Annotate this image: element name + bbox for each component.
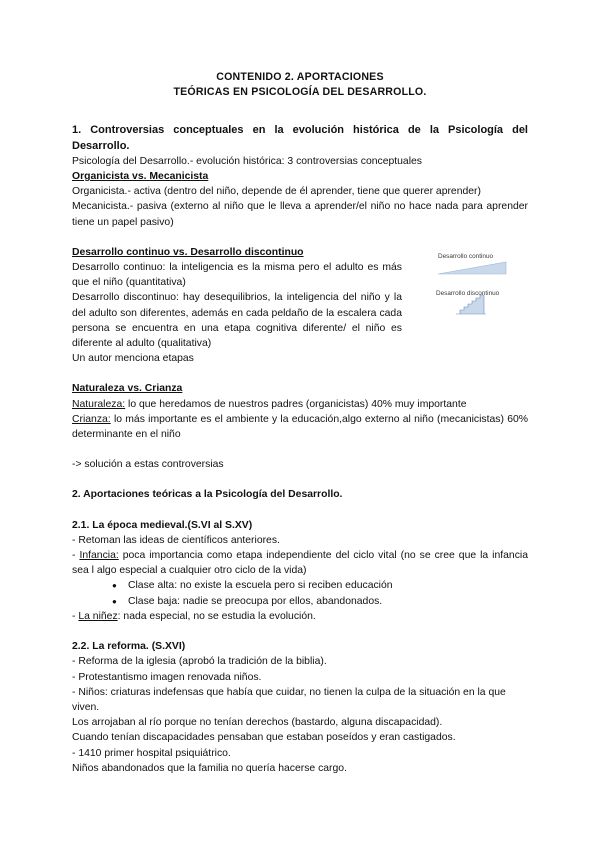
- ninez-text: : nada especial, no se estudia la evolución.: [117, 610, 316, 622]
- dash: -: [72, 610, 79, 622]
- sub2-line: - Protestantismo imagen renovada niños.: [72, 671, 262, 683]
- section1-intro: Psicología del Desarrollo.- evolución histórica: 3 controversias conceptuales: [72, 155, 422, 167]
- infancia-label: Infancia:: [79, 550, 119, 562]
- crianza-label: Crianza:: [72, 413, 111, 425]
- figure-label-discontinuo: Desarrollo discontinuo: [436, 290, 500, 297]
- discontinuo-steps: [460, 295, 484, 314]
- sub2-heading: 2.2. La reforma. (S.XVI): [72, 641, 186, 653]
- crianza-line: [72, 412, 528, 442]
- naturaleza-label: Naturaleza:: [72, 398, 126, 410]
- sub2-line: Los arrojaban al río porque no tenían derechos (bastardo, alguna discapacidad).: [72, 717, 443, 729]
- naturaleza-text: lo que heredamos de nuestros padres (organicistas) 40% muy importante: [125, 398, 467, 410]
- development-figure: [434, 246, 526, 340]
- document-page: [72, 70, 528, 776]
- naturaleza-heading: Naturaleza vs. Crianza: [72, 383, 183, 395]
- discontinuo-line: Desarrollo discontinuo: hay desequilibrios, la inteligencia del niño y la del adulto son diferentes, además en cada peldaño de la escalera cada persona se encuentra en una etapa cognitiva diferente/ el niño es diferente al adulto (qualitativa): [72, 292, 402, 350]
- dash: -: [72, 550, 80, 562]
- crianza-text: lo más importante es el ambiente y la educación,algo externo al niño (mecanicistas) 60% determinante en el niño: [72, 413, 528, 441]
- sub1-ninez-line: [72, 609, 528, 624]
- sub2-line: - 1410 primer hospital psiquiátrico.: [72, 747, 231, 759]
- naturaleza-line: [72, 397, 528, 412]
- section2-heading: 2. Aportaciones teóricas a la Psicología del Desarrollo.: [72, 489, 343, 501]
- continuo-ramp: [438, 262, 506, 274]
- sub2-line: Cuando tenían discapacidades pensaban que estaban poseídos y eran castigados.: [72, 732, 456, 744]
- sub2-line: - Reforma de la iglesia (aprobó la tradición de la biblia).: [72, 656, 327, 668]
- list-item: ● Clase alta: no existe la escuela pero si reciben educación: [112, 578, 528, 593]
- section1-heading: 1. Controversias conceptuales en la evolución histórica de la Psicología del Desarrollo.: [72, 124, 528, 152]
- infancia-text: poca importancia como etapa independiente del ciclo vital (no se cree que la infancia sea l algo especial a cualquier otro ciclo de la vida): [72, 550, 528, 577]
- sub1-infancia-line: [72, 548, 528, 578]
- sub2-line: - Niños: criaturas indefensas que había que cuidar, no tienen la culpa de la situación en la que viven.: [72, 686, 506, 713]
- doc-title-line2: TEÓRICAS EN PSICOLOGÍA DEL DESARROLLO.: [173, 86, 427, 99]
- sub1-line1: - Retoman las ideas de científicos anteriores.: [72, 534, 280, 546]
- continuo-heading: Desarrollo continuo vs. Desarrollo discontinuo: [72, 246, 304, 258]
- ninez-label: La niñez: [78, 610, 118, 622]
- solucion-line: -> solución a estas controversias: [72, 459, 224, 471]
- continuo-line: Desarrollo continuo: la inteligencia es la misma pero el adulto es más que el niño (quantitativa): [72, 262, 402, 289]
- doc-title-line1: CONTENIDO 2. APORTACIONES: [216, 71, 384, 83]
- organicista-line: Organicista.- activa (dentro del niño, depende de él aprender, tiene que querer aprender): [72, 186, 481, 198]
- mecanicista-line: Mecanicista.- pasiva (externo al niño que le lleva a aprender/el niño no hace nada para aprender tiene un papel pasivo): [72, 201, 528, 228]
- organicista-heading: Organicista vs. Mecanicista: [72, 171, 209, 183]
- clase-list: [72, 578, 528, 608]
- figure-label-continuo: Desarrollo continuo: [438, 253, 494, 260]
- list-item: ● Clase baja: nadie se preocupa por ellos, abandonados.: [112, 594, 528, 609]
- sub2-line: Niños abandonados que la familia no quería hacerse cargo.: [72, 762, 347, 774]
- etapas-line: Un autor menciona etapas: [72, 353, 194, 365]
- sub1-heading: 2.1. La época medieval.(S.VI al S.XV): [72, 519, 253, 531]
